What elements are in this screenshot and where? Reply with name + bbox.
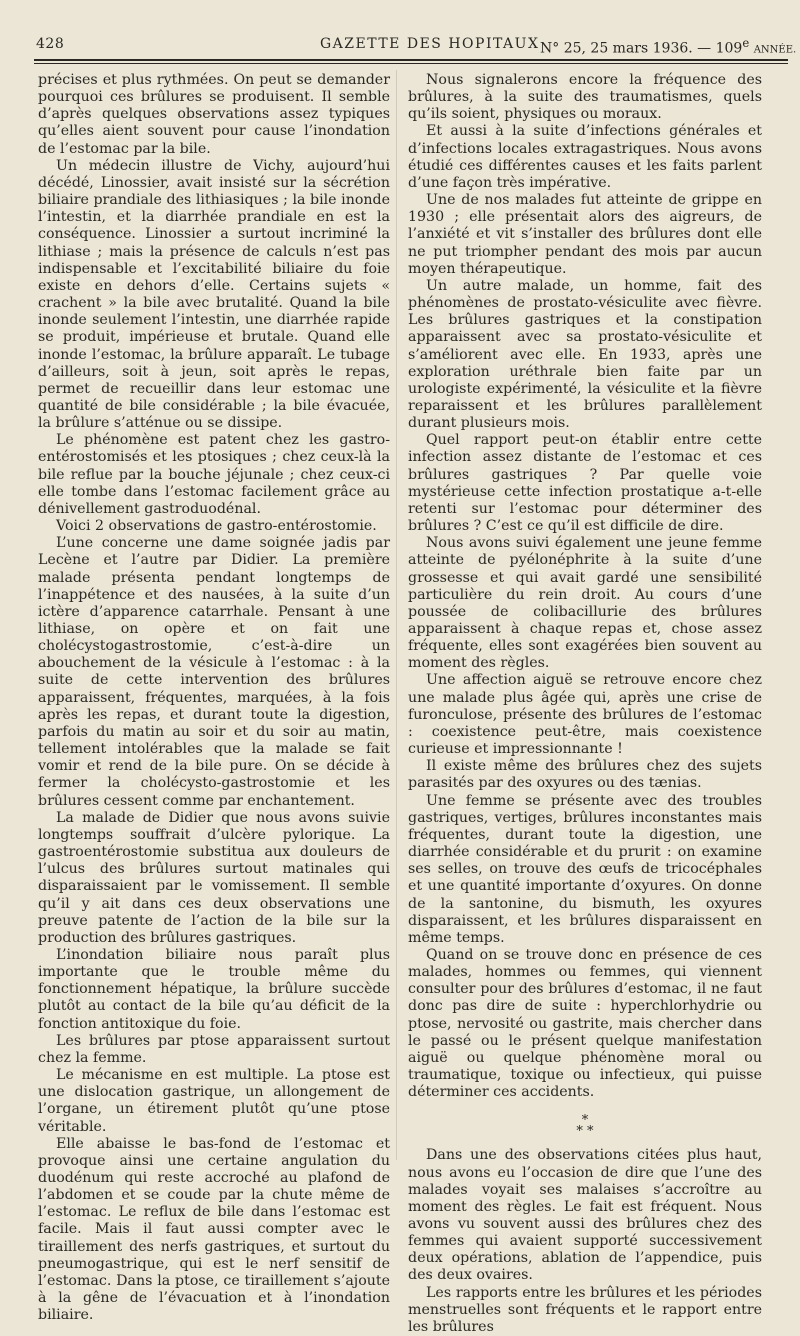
page-number: 428 [36, 36, 65, 52]
paragraph: Il existe même des brûlures chez des sujets parasités par des oxyures ou des tænias. [408, 758, 762, 792]
paragraph: Quand on se trouve donc en présence de ces malades, hommes ou femmes, qui viennent consulter pour des brûlures d’estomac, il ne faut donc pas dire de suite : hyperchlorhydrie ou ptose, nervosité ou gastrite, mais chercher dans le passé ou le présent quelque manifestation aiguë ou quelque phénomène moral ou traumatique, toxique ou infectieux, qui puisse déterminer ces accidents. [408, 946, 762, 1101]
journal-title: GAZETTE DES HOPITAUX [320, 36, 540, 52]
issue-ordinal-suffix: e [742, 36, 750, 50]
paragraph: Voici 2 observations de gastro-entérostomie. [56, 518, 377, 535]
paragraph: Nous avons suivi également une jeune femme atteinte de pyélonéphrite à la suite d’une grossesse et qui avait gardé une sensibilité particulière du rein droit. Au cours d’une poussée de colibacillurie des brûlures apparaissent à chaque repas et, chose assez fréquente, elles sont exagérées bien souvent au moment des règles. [408, 535, 762, 672]
paragraph: précises et plus rythmées. On peut se demander pourquoi ces brûlures se produisent. Il semble d’après quelques observations assez typiques qu’elles aient souvent pour cause l’inondation de l’estomac par la bile. [38, 72, 390, 157]
paragraph: Les brûlures par ptose apparaissent surtout chez la femme. [38, 1032, 390, 1066]
paragraph: Quel rapport peut-on établir entre cette infection assez distante de l’estomac et ces brûlures gastriques ? Par quelle voie mystérieuse cette infection prostatique a-t-elle retenti sur l’estomac pour déterminer des brûlures ? C’est ce qu’il est difficile de dire. [408, 432, 762, 535]
header-rule-thick [34, 59, 788, 61]
paragraph: Nous signalerons encore la fréquence des brûlures, à la suite des traumatismes, quels qu’ils soient, physiques ou moraux. [408, 72, 762, 123]
paragraph: Une femme se présente avec des troubles gastriques, vertiges, brûlures inconstantes mais fréquentes, durant toute la digestion, une diarrhée considérable et du prurit : on examine ses selles, on trouve des œufs de tricocéphales et une quantité importante d’oxyures. On donne de la santonine, du bismuth, les oxyures disparaissent, et les brûlures disparaissent en même temps. [408, 792, 762, 946]
paragraph: Dans une des observations citées plus haut, nous avons eu l’occasion de dire que l’une des malades voyait ses malaises s’accroître au moment des règles. Le fait est fréquent. Nous avons vu souvent aussi des brûlures chez des femmes qui avaient supporté successivement deux opérations, ablation de l’appendice, puis des deux ovaires. [408, 1147, 762, 1284]
paragraph: L’une concerne une dame soignée jadis par Lecène et l’autre par Didier. La première malade présenta pendant longtemps de l’inappétence et des nausées, à la suite d’un ictère d’apparence catarrhale. Pensant à une lithiase, on opère et on fait une cholécystogastrostomie, c’est-à-dire un abouchement de la vésicule à l’estomac : à la suite de cette intervention des brûlures apparaissent, fréquentes, marquées, à la fois après les repas, et durant toute la digestion, parfois du matin au soir et du soir au matin, tellement intolérables que la malade se fait vomir et rend de la bile pure. On se décide à fermer la cholécysto-gastrostomie et les brûlures cessent comme par enchantement. [38, 535, 390, 809]
paragraph: Une affection aiguë se retrouve encore chez une malade plus âgée qui, après une crise de furonculose, présente des brûlures de l’estomac : coexistence peut-être, mais coexistence curieuse et impressionnante ! [408, 672, 762, 758]
page-header [0, 0, 800, 64]
column-divider [396, 70, 397, 1160]
paragraph: Le mécanisme en est multiple. La ptose est une dislocation gastrique, un allongement de l’organe, un étirement plutôt qu’une ptose véritable. [38, 1067, 390, 1135]
paragraph: Et aussi à la suite d’infections générales et d’infections locales extragastriques. Nous avons étudié ces différentes causes et les faits parlent d’une façon très impérative. [408, 123, 762, 191]
paragraph: Elle abaisse le bas-fond de l’estomac et provoque ainsi une certaine angulation du duodénum qui reste accroché au plafond de l’abdomen et se coude par la chute même de l’estomac. Le reflux de bile dans l’estomac est facile. Mais il faut aussi compter avec le tiraillement des nerfs gastriques, et surtout du pneumogastrique, qui est le nerf sensitif de l’estomac. Dans la ptose, ce tiraillement s’ajoute à la gêne de l’évacuation et à l’inondation biliaire. [38, 1135, 390, 1324]
paragraph: Un autre malade, un homme, fait des phénomènes de prostato-vésiculite avec fièvre. Les brûlures gastriques et la constipation apparaissent avec sa prostato-vésiculite et s’améliorent avec elle. En 1933, après une exploration uréthrale bien faite par un urologiste expérimenté, la vésiculite et la fièvre reparaissent et les brûlures parallèlement durant plusieurs mois. [408, 277, 762, 432]
issue-year-word: ANNÉE. [753, 44, 797, 56]
paragraph: Un médecin illustre de Vichy, aujourd’hui décédé, Linossier, avait insisté sur la sécrétion biliaire prandiale des lithiasiques ; la bile inonde l’intestin, et la diarrhée prandiale en est la conséquence. Linossier a surtout incriminé la lithiase ; mais la présence de calculs n’est pas indispensable et l’excitabilité biliaire du foie existe en dehors d’elle. Certains sujets « crachent » la bile avec brutalité. Quand la bile inonde seulement l’intestin, une diarrhée rapide se produit, impérieuse et brutale. Quand elle inonde l’estomac, la brûlure apparaît. Le tubage d’ailleurs, soit à jeun, soit après le repas, permet de recueillir dans leur estomac une quantité de bile considérable ; la bile évacuée, la brûlure s’atténue ou se dissipe. [38, 157, 390, 432]
paragraph: Une de nos malades fut atteinte de grippe en 1930 ; elle présentait alors des aigreurs, de l’anxiété et vit s’installer des brûlures dont elle ne put triompher pendant des mois par aucun moyen thérapeutique. [408, 192, 762, 277]
header-rule-thin [34, 63, 788, 64]
paragraph: La malade de Didier que nous avons suivie longtemps souffrait d’ulcère pylorique. La gastroentérostomie substitua aux douleurs de l’ulcus des brûlures surtout matinales qui disparaissaient par le vomissement. Il semble qu’il y ait dans ces deux observations une preuve patente de l’action de la bile sur la production des brûlures gastriques. [38, 809, 390, 946]
asterism-top: * [581, 1113, 589, 1129]
paragraph: Le phénomène est patent chez les gastro-entérostomisés et les ptosiques ; chez ceux-là la bile reflue par la bouche jéjunale ; chez ceux-ci elle tombe dans l’estomac facilement grâce au dénivellement gastroduodénal. [38, 432, 390, 517]
left-column [38, 72, 390, 1324]
paragraph: Les rapports entre les brûlures et les périodes menstruelles sont fréquents et le rapport entre les brûlures [408, 1284, 762, 1335]
issue-date: N° 25, 25 mars 1936. — 109 [540, 40, 743, 57]
issue-line [540, 36, 796, 57]
section-asterism [408, 1113, 762, 1140]
right-column [408, 72, 762, 1335]
asterism-bottom: * * [576, 1124, 594, 1140]
paragraph: L’inondation biliaire nous paraît plus importante que le trouble même du fonctionnement hépatique, la brûlure succède plutôt au contact de la bile qu’au déficit de la fonction antitoxique du foie. [38, 946, 390, 1032]
